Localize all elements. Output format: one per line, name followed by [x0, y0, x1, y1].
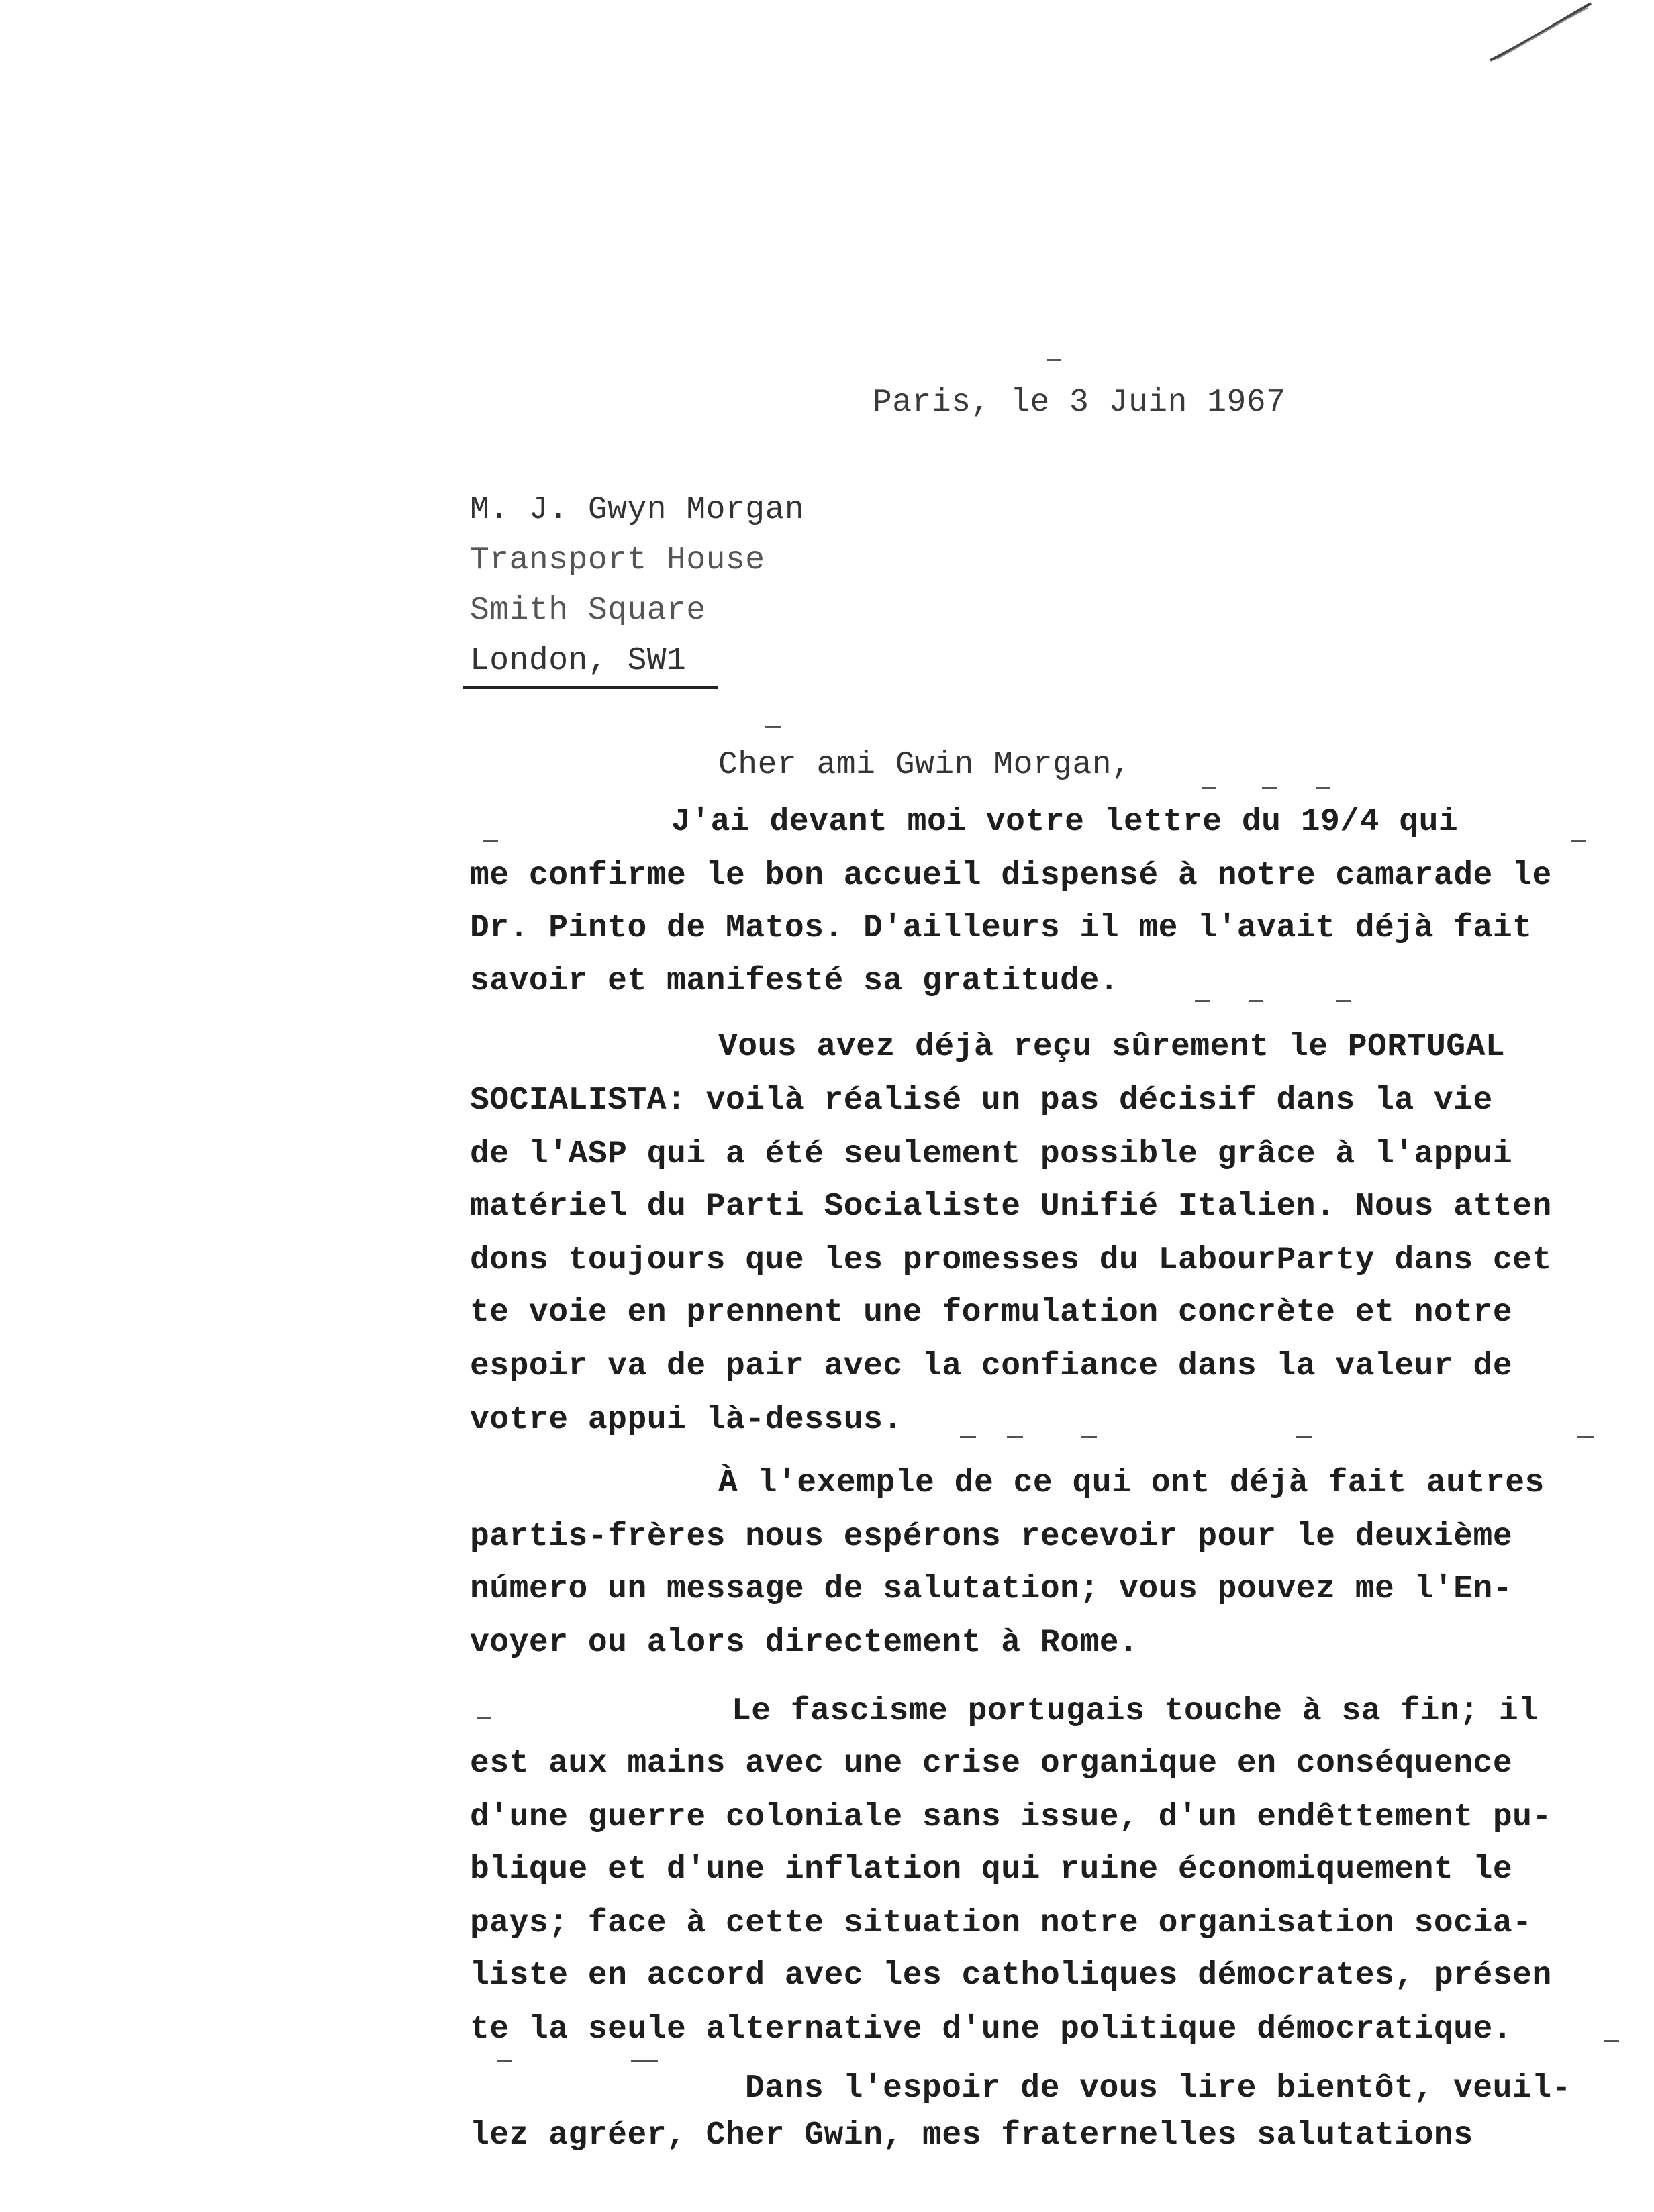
paragraph-4-line-7: te la seule alternative d'une politique démocratique.	[470, 2011, 1513, 2048]
closing-line-1: Dans l'espoir de vous lire bientôt, veuil-	[745, 2070, 1571, 2107]
paragraph-3-line-3: número un message de salutation; vous pouvez me l'En-	[470, 1571, 1513, 1607]
paragraph-2-line-5: dons toujours que les promesses du LabourParty dans cet	[470, 1242, 1552, 1278]
pen-stroke-mark	[1477, 0, 1598, 67]
stray-dash-mark	[483, 840, 498, 842]
stray-dash-mark	[631, 2060, 658, 2062]
address-underline	[463, 686, 718, 689]
stray-dash-mark	[1081, 1436, 1097, 1438]
paragraph-4-line-1: Le fascisme portugais touche à sa fin; il	[732, 1693, 1539, 1729]
paragraph-1-line-4: savoir et manifesté sa gratitude.	[470, 963, 1120, 999]
paragraph-4-line-4: blique et d'une inflation qui ruine économiquement le	[470, 1852, 1513, 1888]
paragraph-4-line-5: pays; face à cette situation notre organisation socia-	[470, 1905, 1533, 1942]
stray-dash-mark	[477, 1717, 491, 1719]
paragraph-2-line-6: te voie en prennent une formulation concrète et notre	[470, 1295, 1513, 1331]
letter-salutation: Cher ami Gwin Morgan,	[718, 747, 1132, 783]
stray-dash-mark	[1195, 1000, 1210, 1002]
address-line-name: M. J. Gwyn Morgan	[470, 492, 805, 528]
paragraph-2-line-2: SOCIALISTA: voilà réalisé un pas décisif dans la vie	[470, 1083, 1493, 1119]
paragraph-4-line-2: est aux mains avec une crise organique en conséquence	[470, 1746, 1513, 1782]
paragraph-3-line-2: partis-frères nous espérons recevoir pour le deuxième	[470, 1519, 1513, 1555]
paragraph-3-line-4: voyer ou alors directement à Rome.	[470, 1625, 1139, 1661]
paragraph-1-line-2: me confirme le bon accueil dispensé à notre camarade le	[470, 858, 1552, 894]
stray-dash-mark	[497, 2060, 512, 2062]
paragraph-1-line-1: J'ai devant moi votre lettre du 19/4 qui	[671, 804, 1459, 840]
stray-dash-mark	[1316, 787, 1330, 789]
paragraph-2-line-4: matériel du Parti Socialiste Unifié Italien. Nous atten	[470, 1189, 1552, 1225]
address-line-building: Transport House	[470, 542, 765, 579]
paragraph-2-line-1: Vous avez déjà reçu sûrement le PORTUGAL	[718, 1029, 1506, 1065]
paragraph-2-line-3: de l'ASP qui a été seulement possible grâce à l'appui	[470, 1136, 1513, 1172]
stray-dash-mark	[1571, 840, 1586, 842]
stray-dash-mark	[1007, 1436, 1023, 1438]
stray-dash-mark	[960, 1436, 976, 1438]
stray-dash-mark	[1577, 1436, 1594, 1438]
address-line-city: London, SW1	[470, 643, 687, 679]
stray-dash-mark	[1296, 1436, 1312, 1438]
stray-dash-mark	[1604, 2040, 1619, 2042]
stray-dash-mark	[1202, 787, 1216, 789]
stray-dash-mark	[1336, 1000, 1351, 1002]
stray-dash-mark	[1262, 787, 1277, 789]
paragraph-1-line-3: Dr. Pinto de Matos. D'ailleurs il me l'avait déjà fait	[470, 910, 1533, 946]
letter-date: Paris, le 3 Juin 1967	[873, 385, 1286, 421]
paragraph-4-line-6: liste en accord avec les catholiques démocrates, présen	[470, 1958, 1552, 1994]
stray-dash-mark	[1249, 1000, 1263, 1002]
paragraph-2-line-7: espoir va de pair avec la confiance dans la valeur de	[470, 1348, 1513, 1385]
stray-dash-mark	[765, 726, 781, 728]
paragraph-4-line-3: d'une guerre coloniale sans issue, d'un endêttement pu-	[470, 1799, 1552, 1836]
paragraph-3-line-1: À l'exemple de ce qui ont déjà fait autres	[718, 1465, 1545, 1501]
address-line-street: Smith Square	[470, 593, 706, 629]
paragraph-2-line-8: votre appui là-dessus.	[470, 1402, 903, 1438]
closing-line-2: lez agréer, Cher Gwin, mes fraternelles salutations	[470, 2117, 1473, 2154]
stray-dash-mark	[1047, 359, 1061, 361]
